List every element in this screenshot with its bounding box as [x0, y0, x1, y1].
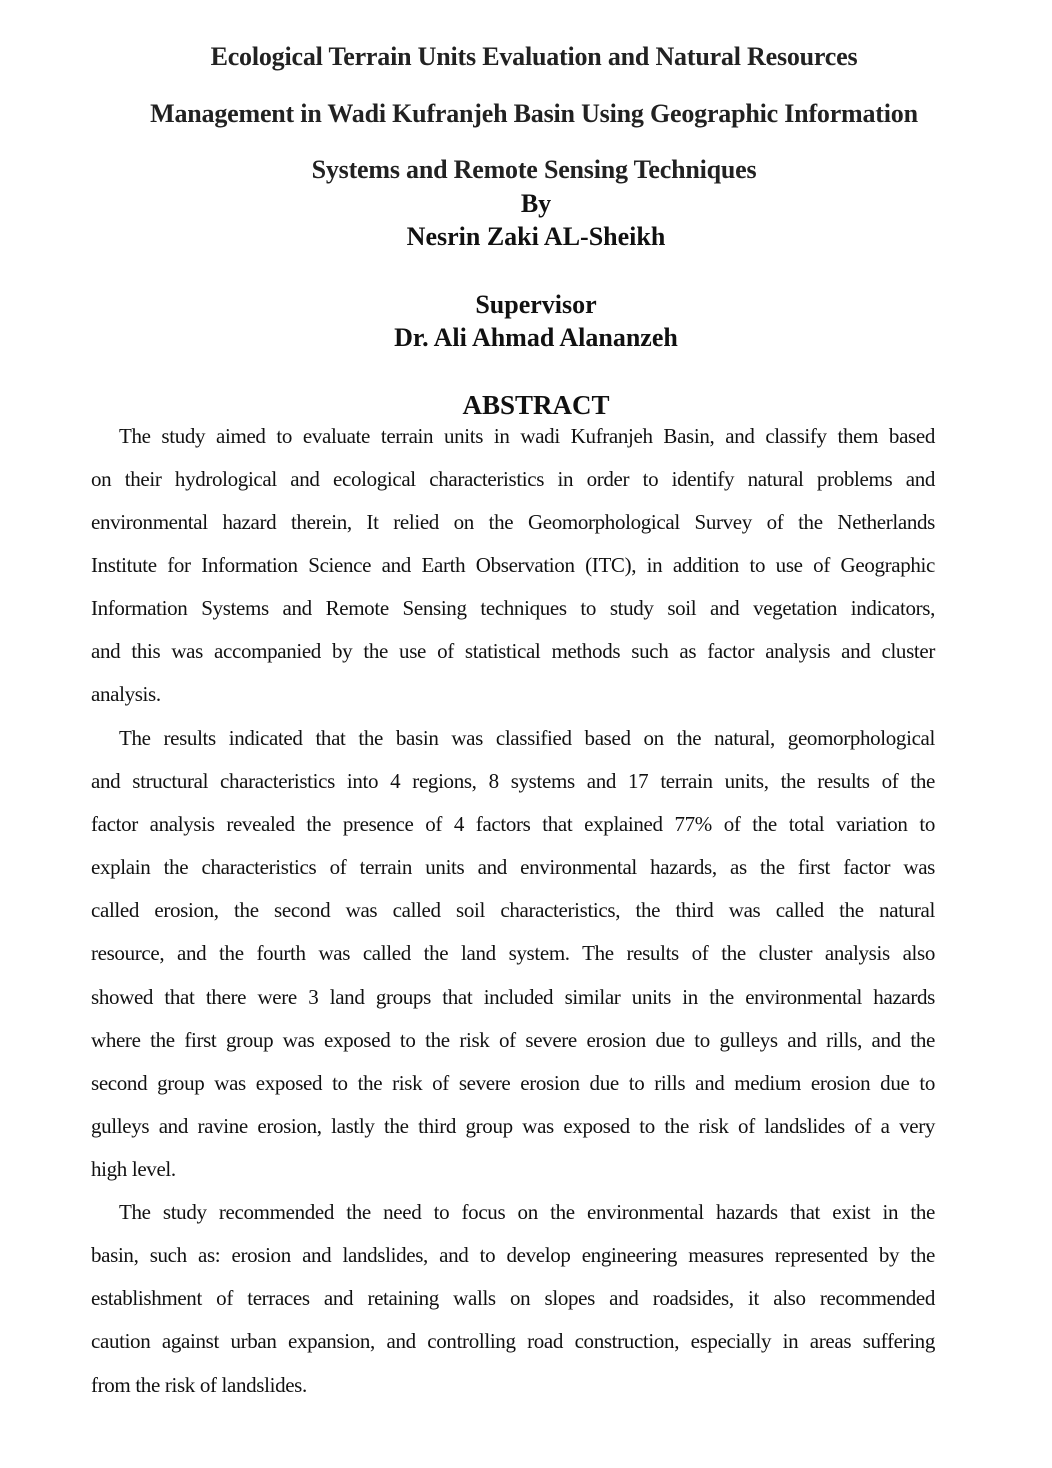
title-line-3: Systems and Remote Sensing Techniques — [311, 155, 757, 184]
author-name: Nesrin Zaki AL-Sheikh — [406, 222, 666, 251]
paragraph-line: The study recommended the need to focus on the environmental hazards that exist in the — [119, 1200, 935, 1224]
paragraph-line: establishment of terraces and retaining walls on slopes and roadsides, it also recommended — [91, 1286, 935, 1310]
paragraph-line: factor analysis revealed the presence of 4 factors that explained 77% of the total variation to — [91, 812, 935, 836]
paragraph-line: basin, such as: erosion and landslides, and to develop engineering measures represented by the — [91, 1243, 935, 1267]
paragraph-line: on their hydrological and ecological characteristics in order to identify natural problems and — [91, 467, 935, 491]
paragraph-line: analysis. — [91, 682, 161, 706]
supervisor-name: Dr. Ali Ahmad Alananzeh — [394, 323, 678, 352]
paragraph-line: explain the characteristics of terrain units and environmental hazards, as the first factor was — [91, 855, 935, 879]
paragraph-line: The results indicated that the basin was classified based on the natural, geomorphological — [119, 726, 935, 750]
supervisor-label: Supervisor — [475, 290, 597, 319]
paragraph-line: showed that there were 3 land groups that included similar units in the environmental hazards — [91, 985, 935, 1009]
paragraph-line: gulleys and ravine erosion, lastly the third group was exposed to the risk of landslides of a very — [91, 1114, 935, 1138]
paragraph-line: and this was accompanied by the use of statistical methods such as factor analysis and cluster — [91, 639, 935, 663]
paragraph-line: resource, and the fourth was called the land system. The results of the cluster analysis also — [91, 941, 935, 965]
paragraph-line: The study aimed to evaluate terrain units in wadi Kufranjeh Basin, and classify them based — [119, 424, 935, 448]
paragraph-line: from the risk of landslides. — [91, 1373, 307, 1397]
paragraph-line: caution against urban expansion, and controlling road construction, especially in areas suffering — [91, 1329, 935, 1353]
paragraph-line: high level. — [91, 1157, 176, 1181]
paragraph-line: environmental hazard therein, It relied on the Geomorphological Survey of the Netherlands — [91, 510, 935, 534]
paragraph-line: Institute for Information Science and Earth Observation (ITC), in addition to use of Geographic — [91, 553, 935, 577]
title-line-2: Management in Wadi Kufranjeh Basin Using Geographic Information — [150, 99, 918, 128]
paragraph-line: where the first group was exposed to the risk of severe erosion due to gulleys and rills, and the — [91, 1028, 935, 1052]
paragraph-line: called erosion, the second was called soil characteristics, the third was called the natural — [91, 898, 935, 922]
paragraph-line: second group was exposed to the risk of severe erosion due to rills and medium erosion due to — [91, 1071, 935, 1095]
abstract-heading: ABSTRACT — [462, 390, 610, 420]
title-line-1: Ecological Terrain Units Evaluation and Natural Resources — [210, 42, 858, 71]
by-label: By — [520, 189, 552, 218]
paragraph-line: and structural characteristics into 4 regions, 8 systems and 17 terrain units, the results of the — [91, 769, 935, 793]
paragraph-line: Information Systems and Remote Sensing techniques to study soil and vegetation indicators, — [91, 596, 935, 620]
